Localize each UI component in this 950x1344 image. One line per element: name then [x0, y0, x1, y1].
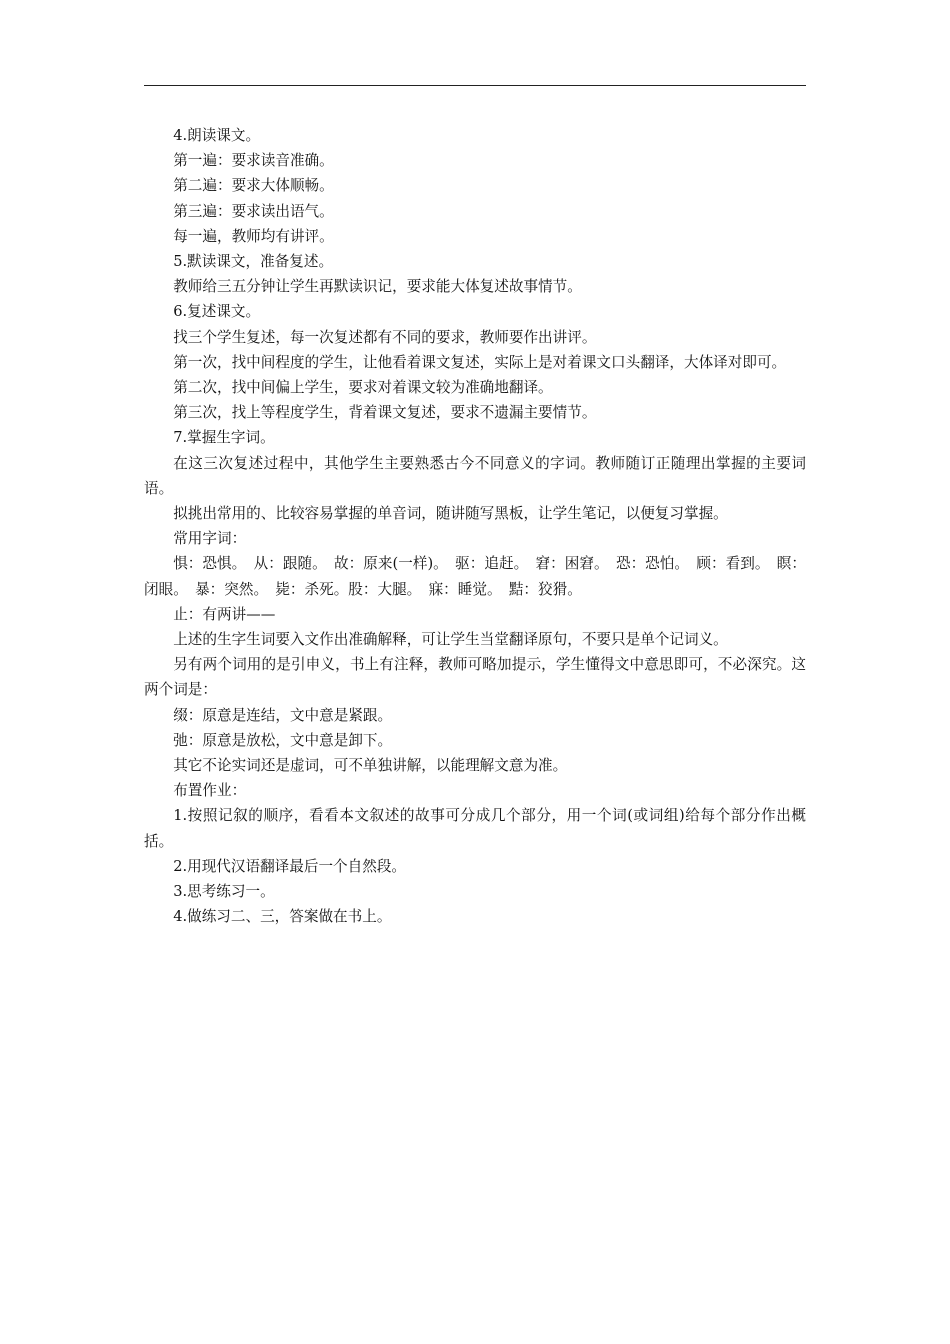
paragraph: 4.做练习二、三，答案做在书上。 — [173, 908, 392, 926]
paragraph: 另有两个词用的是引申义，书上有注释，教师可略加提示，学生懂得文中意思即可，不必深究。这两个词是： — [144, 656, 806, 699]
paragraph: 其它不论实词还是虚词，可不单独讲解，以能理解文意为准。 — [173, 757, 568, 775]
paragraph: 教师给三五分钟让学生再默读识记，要求能大体复述故事情节。 — [173, 278, 582, 296]
paragraph: 找三个学生复述，每一次复述都有不同的要求，教师要作出讲评。 — [173, 328, 597, 346]
paragraph: 第二遍：要求大体顺畅。 — [173, 177, 334, 195]
paragraph: 6.复述课文。 — [173, 303, 261, 321]
paragraph: 第二次，找中间偏上学生，要求对着课文较为准确地翻译。 — [173, 379, 553, 397]
paragraph: 止：有两讲—— — [173, 605, 276, 623]
paragraph: 每一遍，教师均有讲评。 — [173, 227, 334, 245]
paragraph: 7.掌握生字词。 — [173, 429, 275, 447]
paragraph: 上述的生字生词要入文作出准确解释，可让学生当堂翻译原句，不要只是单个记词义。 — [173, 631, 728, 649]
paragraph: 布置作业： — [173, 782, 247, 800]
paragraph: 缀：原意是连结，文中意是紧跟。 — [173, 706, 393, 724]
paragraph: 在这三次复述过程中，其他学生主要熟悉古今不同意义的字词。教师随订正随理出掌握的主要词语。 — [144, 454, 806, 497]
paragraph: 拟挑出常用的、比较容易掌握的单音词，随讲随写黑板，让学生笔记，以便复习掌握。 — [173, 505, 728, 523]
paragraph: 1.按照记叙的顺序，看看本文叙述的故事可分成几个部分，用一个词(或词组)给每个部分作出概括。 — [144, 807, 806, 850]
paragraph: 第三遍：要求读出语气。 — [173, 202, 334, 220]
header-rule — [144, 85, 806, 86]
paragraph: 4.朗读课文。 — [173, 127, 261, 144]
paragraph: 惧：恐惧。 从：跟随。 故：原来(一样)。 驱：追赶。 窘：困窘。 恐：恐怕。 顾：看到。 瞑：闭眼。 暴：突然。 毙：杀死。股：大腿。 寐：睡觉。 黠：狡猾。 — [144, 555, 806, 598]
paragraph: 第一遍：要求读音准确。 — [173, 152, 334, 170]
paragraph: 第一次，找中间程度的学生，让他看着课文复述，实际上是对着课文口头翻译，大体译对即可。 — [173, 353, 787, 371]
paragraph: 3.思考练习一。 — [173, 883, 275, 901]
paragraph: 弛：原意是放松，文中意是卸下。 — [173, 731, 393, 749]
paragraph: 第三次，找上等程度学生，背着课文复述，要求不遗漏主要情节。 — [173, 404, 597, 422]
document-body — [144, 123, 806, 930]
paragraph: 5.默读课文，准备复述。 — [173, 253, 334, 271]
paragraph: 常用字词： — [173, 530, 247, 548]
paragraph: 2.用现代汉语翻译最后一个自然段。 — [173, 857, 407, 875]
